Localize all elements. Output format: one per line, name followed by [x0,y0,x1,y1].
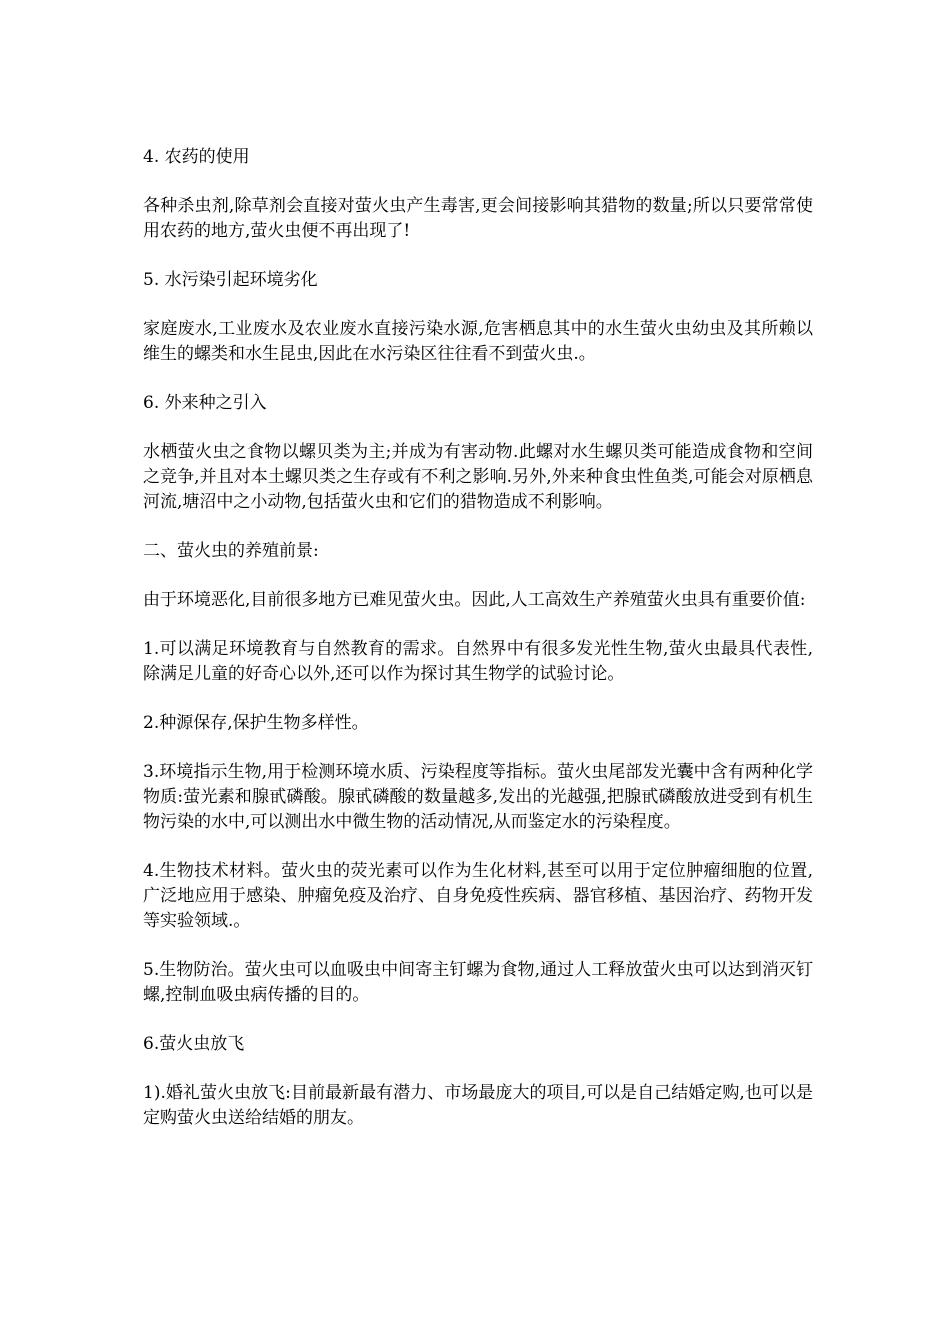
paragraph-water-pollution: 家庭废水,工业废水及农业废水直接污染水源,危害栖息其中的水生萤火虫幼虫及其所赖以维生的螺类和水生昆虫,因此在水污染区往往看不到萤火虫.。 [143,319,813,364]
list-item-release: 6.萤火虫放飞 [143,1034,245,1054]
paragraph-breeding-intro: 由于环境恶化,目前很多地方已难见萤火虫。因此,人工高效生产养殖萤火虫具有重要价值: [143,590,806,610]
paragraph-pesticide-effects: 各种杀虫剂,除草剂会直接对萤火虫产生毒害,更会间接影响其猎物的数量;所以只要常常使用农药的地方,萤火虫便不再出现了! [143,196,813,241]
list-item-conservation: 2.种源保存,保护生物多样性。 [143,713,369,733]
list-item-biocontrol: 5.生物防治。萤火虫可以血吸虫中间寄主钉螺为食物,通过人工释放萤火虫可以达到消灭钉螺,控制血吸虫病传播的目的。 [143,960,813,1005]
section-heading-breeding-prospects: 二、萤火虫的养殖前景: [143,541,319,561]
document-body [143,145,813,1155]
list-item-education: 1.可以满足环境教育与自然教育的需求。自然界中有很多发光性生物,萤火虫最具代表性,除满足儿童的好奇心以外,还可以作为探讨其生物学的试验讨论。 [143,639,813,684]
list-item-indicator: 3.环境指示生物,用于检测环境水质、污染程度等指标。萤火虫尾部发光囊中含有两种化学物质:萤光素和腺甙磷酸。腺甙磷酸的数量越多,发出的光越强,把腺甙磷酸放进受到有机生物污染的水中,可以测出水中微生物的活动情况,从而鉴定水的污染程度。 [143,762,813,832]
heading-pesticide-use: 4. 农药的使用 [143,147,250,167]
paragraph-invasive-species: 水栖萤火虫之食物以螺贝类为主;并成为有害动物.此螺对水生螺贝类可能造成食物和空间之竞争,并且对本土螺贝类之生存或有不利之影响.另外,外来种食虫性鱼类,可能会对原栖息河流,塘沼中之小动物,包括萤火虫和它们的猎物造成不利影响。 [143,442,813,512]
heading-invasive-species: 6. 外来种之引入 [143,393,267,413]
heading-water-pollution: 5. 水污染引起环境劣化 [143,270,318,290]
list-item-biotech: 4.生物技术材料。萤火虫的荧光素可以作为生化材料,甚至可以用于定位肿瘤细胞的位置,广泛地应用于感染、肿瘤免疫及治疗、自身免疫性疾病、器官移植、基因治疗、药物开发等实验领域.。 [143,861,813,931]
sub-item-wedding-release: 1).婚礼萤火虫放飞:目前最新最有潜力、市场最庞大的项目,可以是自己结婚定购,也可以是定购萤火虫送给结婚的朋友。 [143,1083,813,1128]
